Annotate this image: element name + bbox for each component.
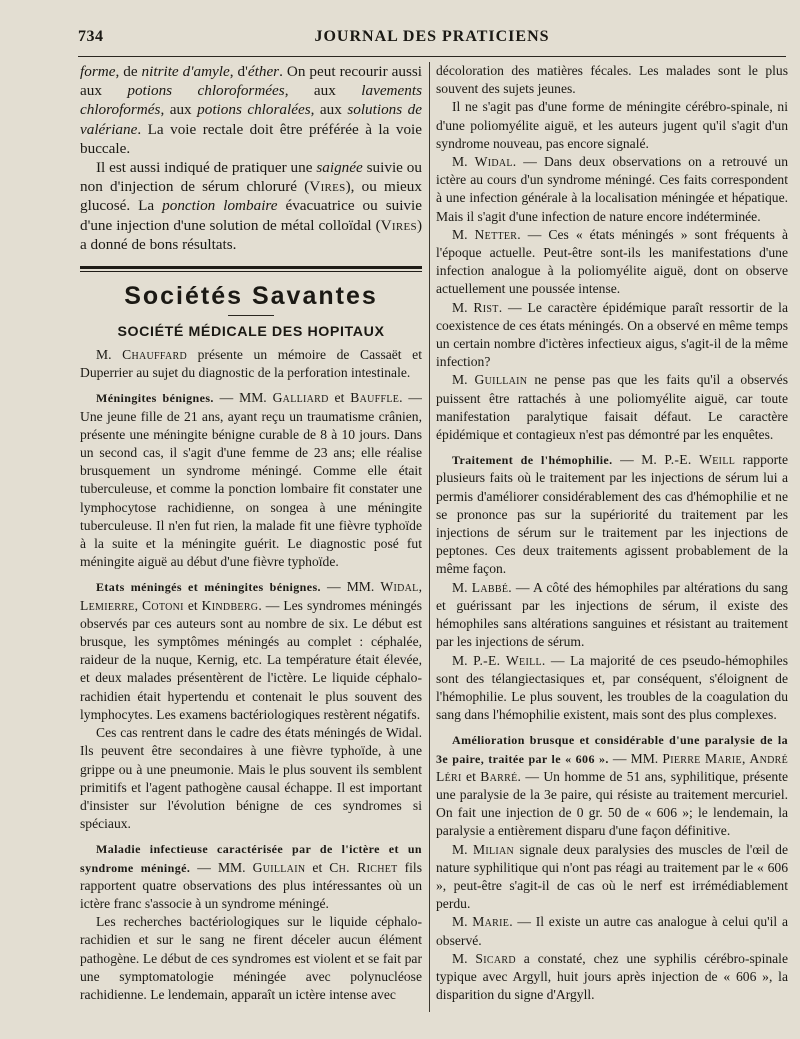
report-paragraph <box>80 389 422 571</box>
author-name: Guillain <box>474 372 528 388</box>
text-run: — MM. <box>213 390 273 406</box>
text-run: . — Il existe un autre cas analogue à celui qu'il a observé. <box>436 914 788 948</box>
text-run: présente un mémoire de Cassaët et Duperrier au sujet du diagnostic de la perforation intestinale. <box>80 347 422 381</box>
italic-run: ponction lombaire <box>162 197 278 215</box>
author-name: Labbé <box>471 579 509 595</box>
text-run: M. <box>452 372 475 388</box>
running-header <box>78 24 786 54</box>
page-number: 734 <box>78 28 104 45</box>
italic-run: lavements chloroformés <box>80 82 422 119</box>
column-divider <box>429 62 430 1012</box>
report-paragraph <box>436 950 788 1005</box>
text-run: suivie ou non d'injection de sérum chloruré ( <box>80 159 422 196</box>
text-run: ) a donné de bons résultats. <box>80 216 422 253</box>
text-run: M. <box>96 347 123 363</box>
text-run: Les recherches bactériologiques sur le liquide céphalo-rachidien et sur le sang ne firent déceler aucun élément pathogène. Le début de ces syndromes est violent et se fait par une symptomatologie méningée avec polynucléose rachidienne. Le lendemain, apparaît un ictère intense avec <box>80 914 422 1002</box>
author-name: Chauffard <box>122 347 188 363</box>
text-run: M. <box>452 154 475 170</box>
text-run: . — Le caractère épidémique paraît ressortir de la coexistence de ces états méningés. On a observé en même temps un certain nombre d'ictères infectieux aigus, s'agit-il de la même infection? <box>436 299 788 370</box>
author-name: Barré <box>480 768 518 784</box>
author-name: Widal <box>474 154 513 170</box>
text-run: , aux <box>160 101 198 119</box>
report-paragraph <box>436 731 788 840</box>
report-paragraph <box>436 451 788 578</box>
report-paragraph <box>436 299 788 372</box>
text-run: . — Un homme de 51 ans, syphilitique, présente une paralysie de la 3e paire, qui résiste au traitement mercuriel. On fait une injection de 0 gr. 50 de « 606 »; le lendemain, la paralysie a entièrement disparu d'une façon définitive. <box>436 768 788 839</box>
report-paragraph <box>436 226 788 299</box>
text-run: , de <box>115 63 142 80</box>
text-run: — MM. <box>608 750 663 766</box>
italic-run: potions chloroformées <box>127 82 285 100</box>
report-title: Traitement de l'hémophilie. <box>452 453 613 468</box>
heading-underline <box>228 315 274 316</box>
text-run: , <box>418 579 422 595</box>
report-paragraph <box>436 841 788 914</box>
author-name: Vires <box>380 216 417 234</box>
report-paragraph <box>80 913 422 1004</box>
text-run: décoloration des matières fécales. Les malades sont le plus souvent des sujets jeunes. <box>436 63 788 97</box>
text-run: Il est aussi indiqué de pratiquer une <box>96 159 317 177</box>
intro-paragraph <box>80 158 422 254</box>
author-name: Galliard <box>272 390 329 406</box>
italic-run: potions chloralées <box>197 101 311 119</box>
journal-title: JOURNAL DES PRATICIENS <box>314 28 550 45</box>
text-run: évacuatrice ou suivie d'une injection d'une solution de métal colloïdal ( <box>80 197 422 234</box>
author-name: Sicard <box>475 950 516 966</box>
text-run: M. <box>452 579 472 595</box>
text-run: ne pense pas que les faits qu'il a observés puissent être rattachés à une poliomyélite aiguë, car toute manifestation paralytique faisait défaut. Le caractère épidémique et contagieux n'est pas démontré par les enquêtes. <box>436 372 788 443</box>
italic-run: saignée <box>316 159 363 177</box>
author-name: Lemierre <box>80 597 135 613</box>
report-title: Méningites bénignes. <box>96 391 214 406</box>
text-run: fils rapportent quatre observations des plus intéressantes où un ictère franc s'associe à un syndrome méningé. <box>80 859 422 911</box>
text-run: et <box>328 390 351 406</box>
text-run: M. <box>452 652 474 668</box>
report-title: Etats méningés et méningites bénignes. <box>96 580 321 595</box>
text-run: . — Dans deux observations on a retrouvé un ictère au cours d'un syndrome méningé. Ces faits correspondent à une infection générale à la localisation méningée et hépatique. Mais il s'agit d'une infection de nature encore indéterminée. <box>436 154 788 224</box>
author-name: Widal <box>380 579 419 595</box>
text-run: . — Une jeune fille de 21 ans, ayant reçu un traumatisme crânien, présente une méningite bénigne curable de 8 à 10 jours. Dans un second cas, il s'agit d'une femme de 23 ans; elle réalise brusquement un syndrome méningé. Comme elle était tuberculeuse, et comme la ponction lombaire fit constater une lymphocytose rachidienne, on songea à une méningite tuberculeuse. Il n'en fut rien, la malade fit une fièvre typhoïde à la suite et la méningite guérit. Le diagnostic posé fut méningite aiguë au début d'une fièvre typhoïde. <box>80 390 422 570</box>
text-run: — MM. <box>190 859 253 875</box>
text-run: , aux <box>310 101 348 119</box>
text-run: . — La majorité de ces pseudo-hémophiles sont des télangiectasiques et, par conséquent, s'éloignent de l'hémophilie. Le plus souvent, les troubles de la coagulation du sang dans l'hémophilie existent, mais sont des plus complexes. <box>436 652 788 723</box>
text-run: a constaté, chez une syphilis cérébro-spinale typique avec Argyll, huit jours après injection de « 606 », la disparition du signe d'Argyll. <box>436 950 788 1003</box>
author-name: Netter <box>474 226 518 242</box>
text-run: , <box>741 750 750 766</box>
intro-paragraph <box>80 62 422 158</box>
text-run: , <box>134 597 143 613</box>
text-run: , d' <box>229 63 248 80</box>
text-run: et <box>183 597 202 613</box>
report-title: Maladie infectieuse caractérisée par de l'ictère et un syndrome méningé. <box>80 842 422 875</box>
italic-run: solutions de valériane <box>80 101 422 138</box>
section-heading: Sociétés Savantes <box>124 282 378 311</box>
author-name: Bauffle <box>350 390 400 406</box>
text-run: et <box>305 859 330 875</box>
author-name: Ch. Richet <box>329 859 398 875</box>
text-run: M. <box>452 226 475 242</box>
author-name: Rist <box>473 299 499 315</box>
report-paragraph <box>436 913 788 949</box>
report-paragraph <box>80 578 422 724</box>
author-name: Cotoni <box>142 597 184 613</box>
text-run: Ces cas rentrent dans le cadre des états méningés de Widal. Ils peuvent être secondaires à une fièvre typhoïde, à une grippe ou à une pneumonie. Mais le plus souvent ils semblent primitifs et l'agent pathogène causal échappe. Il est important d'insister sur l'évolution bénigne de ces syndromes si spéciaux. <box>80 725 422 832</box>
author-name: Marie <box>472 914 510 930</box>
author-name: Vires <box>309 178 346 196</box>
author-name: Kindberg <box>201 597 259 613</box>
text-run: M. <box>452 950 476 966</box>
italic-run: éther <box>247 63 280 80</box>
report-paragraph <box>436 153 788 226</box>
italic-run: nitrite d'amyle <box>141 63 230 80</box>
author-name: Pierre Marie <box>662 750 742 766</box>
report-paragraph <box>80 840 422 913</box>
right-column <box>436 62 788 1032</box>
text-run: M. <box>452 841 473 857</box>
text-run: signale deux paralysies des muscles de l'œil de nature syphilitique qui n'ont pas réagi au traitement par le « 606 », peut-être s'agit-il de cas où le nerf est irrémédiablement perdu. <box>436 841 788 912</box>
text-run: . — A côté des hémophiles par altérations du sang et guérissant par les injections de sérum, il existe des hémophiles sans altérations sanguines et résistant au traitement par les injections de sérum. <box>436 579 788 650</box>
author-name: Milian <box>472 841 515 857</box>
report-paragraph <box>80 346 422 382</box>
report-paragraph <box>436 62 788 98</box>
text-run: rapporte plusieurs faits où le traitement par les injections de sérum lui a permis d'améliorer considérablement des cas d'hémophilie et ne se prononce pas sur la supériorité du traitement par les injections de sérum sur le traitement par les injections de peptones. Ces deux traitements agissent probablement de la même façon. <box>436 452 788 577</box>
text-run: M. <box>452 914 473 930</box>
report-title: Amélioration brusque et considérable d'une paralysie de la 3e paire, traitée par le « 606 ». <box>436 733 788 766</box>
left-column <box>80 62 422 1032</box>
report-paragraph <box>436 652 788 725</box>
report-paragraph <box>436 371 788 444</box>
text-run: et <box>461 768 481 784</box>
text-run: ), ou mieux glucosé. La <box>80 178 422 215</box>
text-run: Il ne s'agit pas d'une forme de méningite cérébro-spinale, ni d'une poliomyélite aiguë, et les auteurs jugent qu'il s'agit d'un syndrome nouveau, pas encore signalé. <box>436 99 788 151</box>
report-paragraph <box>436 579 788 652</box>
text-run: . On peut recourir aussi aux <box>80 63 422 100</box>
text-run: — M. <box>612 452 665 468</box>
text-run: . La voie rectale doit être préférée à la voie buccale. <box>80 120 422 157</box>
report-paragraph <box>436 98 788 153</box>
report-paragraph <box>80 724 422 833</box>
society-heading: SOCIÉTÉ MÉDICALE DES HOPITAUX <box>117 324 385 341</box>
header-rule <box>78 56 786 57</box>
italic-run: forme <box>80 63 116 80</box>
text-run: M. <box>452 299 474 315</box>
author-name: P.-E. Weill <box>664 452 736 468</box>
author-name: P.-E. Weill <box>473 652 542 668</box>
section-double-rule <box>80 266 422 272</box>
author-name: André Léri <box>436 750 788 784</box>
text-run: — MM. <box>320 579 381 595</box>
text-run: . — Les syndromes méningés observés par ces auteurs sont au nombre de six. Le début est brusque, les symptômes méningés au complet : céphalée, raideur de la nuque, Kernig, etc. La température était élevée, et deux malades présentèrent de l'ictère. Le liquide céphalo-rachidien était hypertendu et contenait le plus souvent des lymphocytes. Les examens bactériologiques restèrent négatifs. <box>80 597 422 722</box>
author-name: Guillain <box>252 859 306 875</box>
text-run: , aux <box>284 82 362 100</box>
text-run: . — Ces « états méningés » sont fréquents à l'époque actuelle. Peut-être sont-ils les manifestations d'une infection analogue à la poliomyélite aiguë, dont on observe actuellement une poussée intense. <box>436 226 788 297</box>
